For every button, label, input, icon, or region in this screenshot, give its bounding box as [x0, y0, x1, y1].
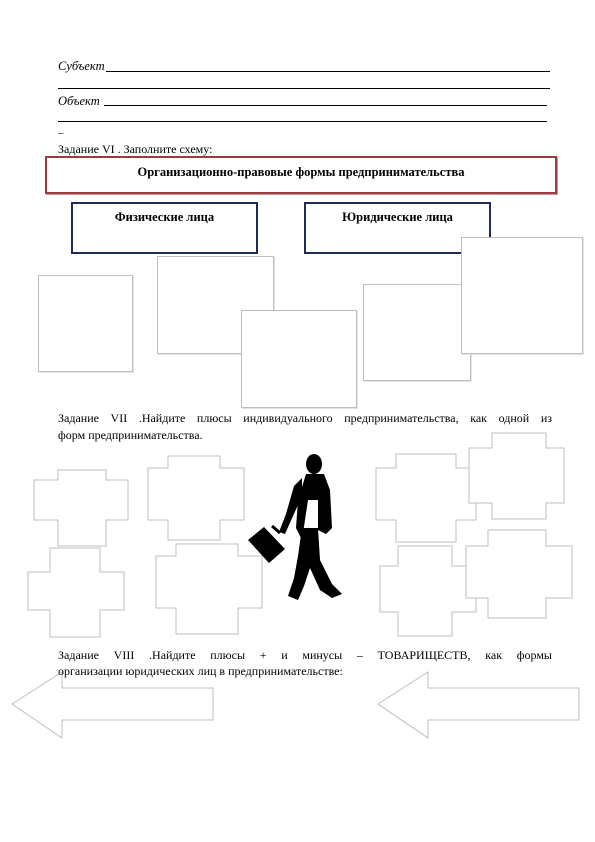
plus-shape[interactable]: [28, 548, 124, 637]
task7-line2: форм предпринимательства.: [58, 428, 203, 442]
task7-line1: Задание VII .Найдите плюсы индивидуального предпринимательства, как одной из: [58, 411, 552, 425]
plus-shape[interactable]: [469, 433, 564, 519]
scheme-title: Организационно-правовые формы предпринимательства: [137, 165, 465, 179]
physical-persons-label: Физические лица: [114, 210, 215, 224]
subject-label: Субъект: [58, 59, 105, 73]
plus-shape[interactable]: [376, 454, 476, 542]
task8-line2: организации юридических лиц в предпринимательстве:: [58, 664, 343, 678]
stray-mark: _: [58, 123, 64, 135]
plus-shape[interactable]: [380, 546, 476, 636]
left-arrow[interactable]: [12, 672, 213, 738]
plus-shape[interactable]: [34, 470, 128, 546]
left-arrow[interactable]: [378, 672, 579, 738]
object-label: Объект: [58, 94, 100, 108]
task8-line1: Задание VIII .Найдите плюсы + и минусы – ТОВАРИЩЕСТВ, как формы: [58, 648, 552, 662]
legal-persons-label: Юридические лица: [342, 210, 453, 224]
plus-shape[interactable]: [466, 530, 572, 618]
plus-shape[interactable]: [156, 544, 262, 634]
task6-text: Задание VI . Заполните схему:: [58, 142, 213, 156]
plus-shape[interactable]: [148, 456, 244, 540]
